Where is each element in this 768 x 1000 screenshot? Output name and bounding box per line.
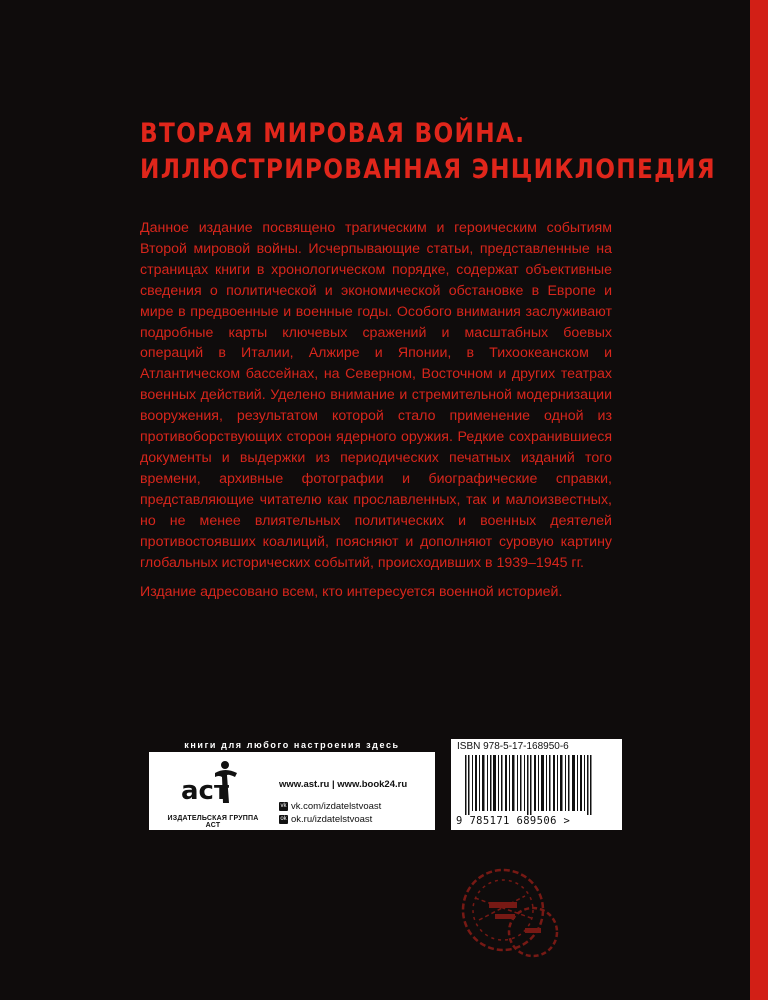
publisher-panel — [149, 739, 435, 830]
annotation — [140, 218, 612, 612]
publisher-name: ИЗДАТЕЛЬСКАЯ ГРУППА АСТ — [167, 815, 259, 829]
book-title — [140, 116, 716, 188]
ok-icon: ok — [280, 816, 287, 822]
vk-icon: vk — [280, 803, 287, 809]
title-line-1: ВТОРАЯ МИРОВАЯ ВОЙНА. — [140, 118, 526, 149]
vk-link-text: vk.com/izdatelstvoast — [291, 801, 382, 812]
publisher-logo — [177, 759, 247, 811]
stamp-seal — [455, 858, 567, 962]
spine-stripe — [750, 0, 768, 1000]
isbn-label: ISBN 978-5-17-168950-6 — [457, 741, 569, 752]
annotation-paragraph-1: Данное издание посвящено трагическим и героическим событиям Второй мировой войны. Исчерпывающие статьи, представленные на страницах книги в хронологическом порядке, содержат объективные сведения о политической и экономической обстановке в Европе и мире в предвоенные и военные годы. Особого внимания заслуживают подробные карты ключевых сражений и масштабных боевых операций в Италии, Алжире и Японии, в Тихоокеанском и Атлантическом бассейнах, на Северном, Восточном и других театрах военных действий. Уделено внимание и стремительной модернизации вооружения, результатом которой стало применение одной из противоборствующих сторон ядерного оружия. Редкие сохранившиеся документы и выдержки из периодических печатных изданий того времени, архивные фотографии и биографические справки, представляющие читателю как прославленных, так и малоизвестных, но не менее влиятельных политических и военных деятелей противостоявших коалиций, поясняют и дополняют суровую картину глобальных исторических событий, происходивших в 1939–1945 гг. — [140, 220, 612, 571]
publisher-site[interactable]: www.ast.ru | www.book24.ru — [279, 779, 408, 790]
vk-link[interactable] — [279, 801, 381, 812]
publisher-logo-text: аст — [181, 776, 230, 806]
ok-link[interactable] — [279, 814, 372, 825]
annotation-paragraph-2: Издание адресовано всем, кто интересуется военной историей. — [140, 584, 563, 601]
barcode-box — [451, 739, 622, 830]
ok-link-text: ok.ru/izdatelstvoast — [291, 814, 373, 825]
publisher-tagline: книги для любого настроения здесь — [149, 739, 435, 752]
title-line-2: ИЛЛЮСТРИРОВАННАЯ ЭНЦИКЛОПЕДИЯ — [140, 154, 716, 185]
isbn-digits: 9 785171 689506 > — [456, 815, 571, 827]
